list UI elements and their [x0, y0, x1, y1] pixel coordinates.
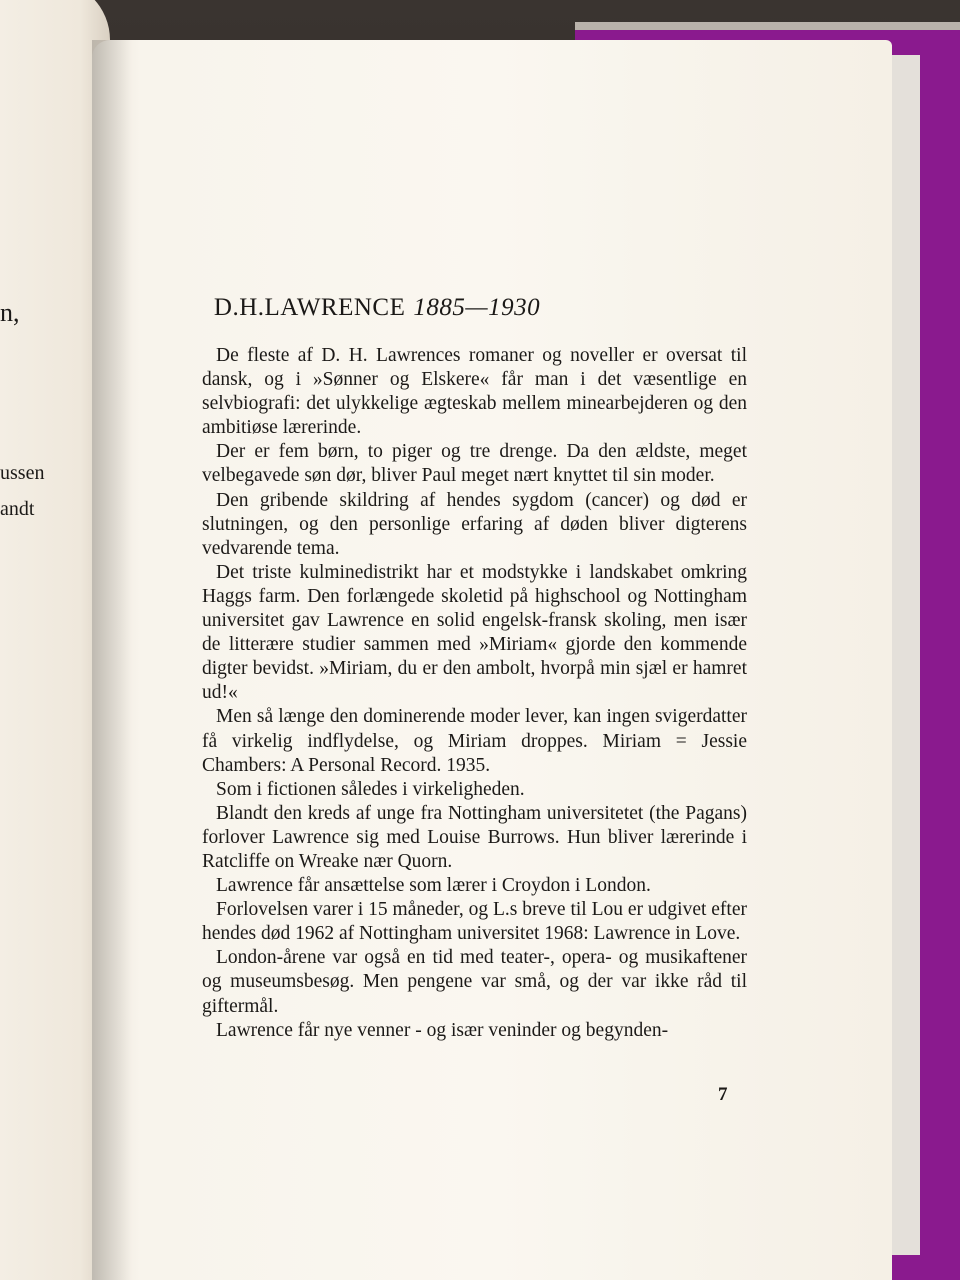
paragraph: Der er fem børn, to piger og tre drenge. Da den ældste, meget velbegavede søn dør, bliver Paul meget nært knyttet til sin moder. [202, 441, 747, 487]
paragraph: Men så længe den dominerende moder lever, kan ingen svigerdatter få virkelig indflydelse, og Miriam droppes. Miriam = Jessie Chambers: A Personal Record. 1935. [202, 706, 747, 776]
page-number: 7 [718, 1084, 728, 1105]
body-text [202, 344, 747, 1043]
gutter-shadow [92, 40, 132, 1280]
paragraph: Som i fictionen således i virkeligheden. [216, 778, 525, 800]
paragraph: London-årene var også en tid med teater-, opera- og musikaftener og museumsbesøg. Men pengene var små, og der var ikke råd til giftermål. [202, 947, 747, 1017]
left-page-fragment: andt [0, 498, 35, 520]
author-name: D.H.LAWRENCE [213, 294, 406, 321]
paragraph: Den gribende skildring af hendes sygdom (cancer) og død er slutningen, og den personlige erfaring af døden bliver digterens vedvarende tema. [202, 489, 747, 559]
paragraph: Forlovelsen varer i 15 måneder, og L.s breve til Lou er udgivet efter hendes død 1962 af Nottingham universitet 1968: Lawrence in Love. [202, 899, 747, 945]
page-title [92, 294, 662, 322]
paragraph: Lawrence får nye venner - og især veninder og begynden- [216, 1019, 669, 1041]
left-page-fragment: ussen [0, 462, 45, 484]
left-page-fragment: n, [0, 298, 20, 327]
author-years: 1885—1930 [413, 294, 541, 321]
paragraph: Det triste kulminedistrikt har et modstykke i landskabet omkring Haggs farm. Den forlængede skoletid på highschool og Nottingham universitet gav Lawrence en solid engelsk-fransk skoling, men især de litterære studier sammen med »Miriam« gjorde den kommende digter bevidst. »Miriam, du er den ambolt, hvorpå min sjæl er hamret ud!« [202, 561, 747, 704]
paragraph: Lawrence får ansættelse som lærer i Croydon i London. [216, 875, 651, 897]
paragraph: De fleste af D. H. Lawrences romaner og noveller er oversat til dansk, og i »Sønner og Elskere« får man i det væsentlige en selvbiografi: det ulykkelige ægteskab mellem minearbejderen og den ambitiøse lærerinde. [202, 345, 747, 439]
paragraph: Blandt den kreds af unge fra Nottingham universitetet (the Pagans) forlover Lawrence sig med Louise Burrows. Hun bliver lærerinde i Ratcliffe on Wreake nær Quorn. [202, 802, 747, 872]
